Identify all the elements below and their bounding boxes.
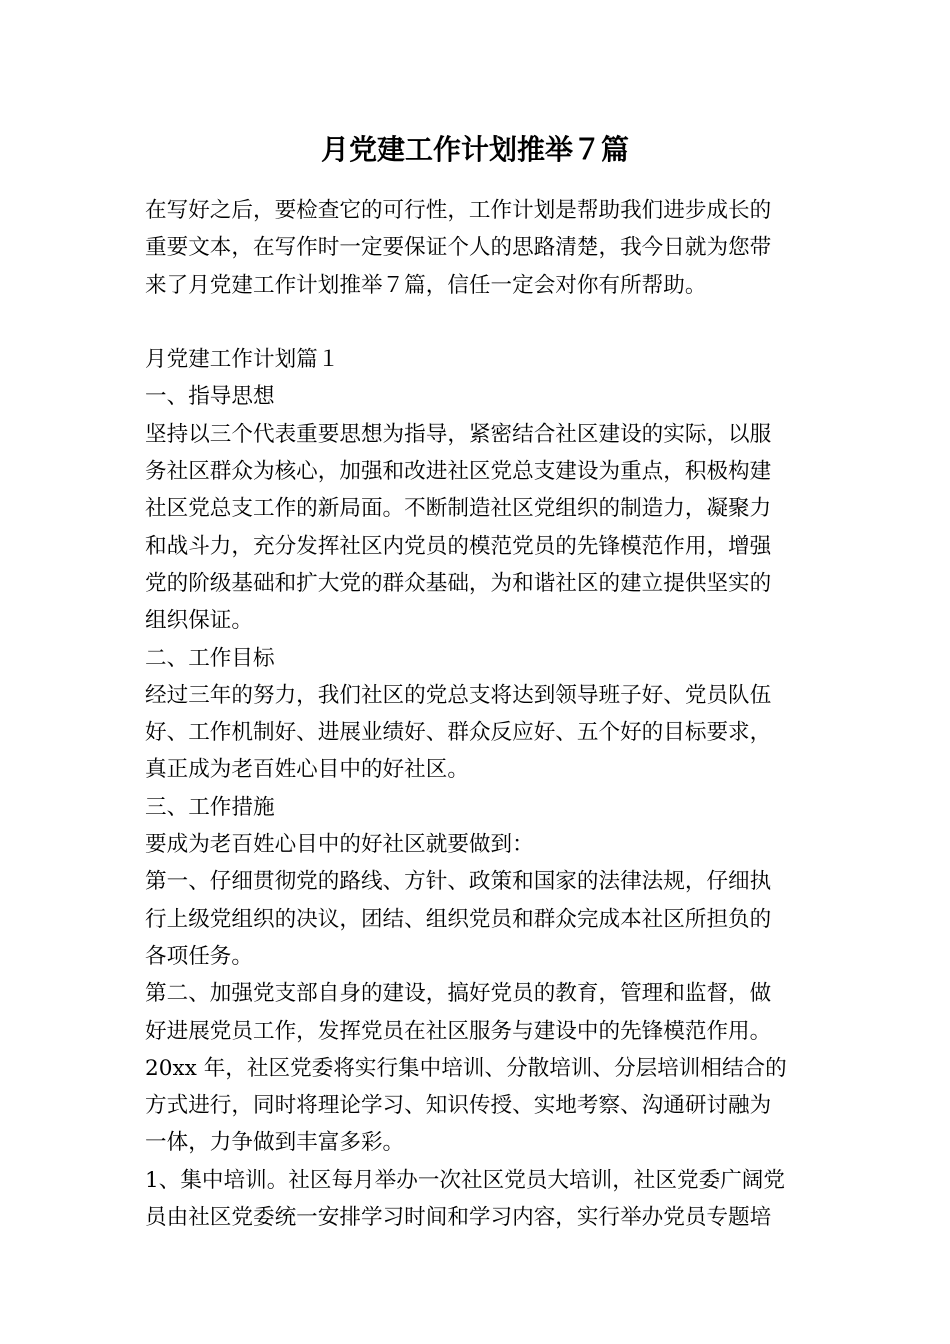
body-line: 20xx 年，社区党委将实行集中培训、分散培训、分层培训相结合的 [145,1055,787,1081]
body-line: 一、指导思想 [145,384,275,410]
body-line: 好、工作机制好、进展业绩好、群众反应好、五个好的目标要求， [145,720,772,746]
intro-line: 来了月党建工作计划推举７篇，信任一定会对你有所帮助。 [145,272,707,298]
body-line: 好进展党员工作，发挥党员在社区服务与建设中的先锋模范作用。 [145,1018,772,1044]
body-line: 二、工作目标 [145,645,275,671]
body-line: 社区党总支工作的新局面。不断制造社区党组织的制造力，凝聚力 [145,496,772,522]
body-line: 各项任务。 [145,943,253,969]
body-line: 行上级党组织的决议，团结、组织党员和群众完成本社区所担负的 [145,906,772,932]
body-line: 方式进行，同时将理论学习、知识传授、实地考察、沟通研讨融为 [145,1093,772,1119]
body-line: 一体，力争做到丰富多彩。 [145,1130,405,1156]
body-line: 党的阶级基础和扩大党的群众基础，为和谐社区的建立提供坚实的 [145,570,772,596]
body-line: 务社区群众为核心，加强和改进社区党总支建设为重点，积极构建 [145,459,772,485]
body-line: 经过三年的努力，我们社区的党总支将达到领导班子好、党员队伍 [145,682,772,708]
body-line: 1、集中培训。社区每月举办一次社区党员大培训，社区党委广阔党 [145,1167,785,1193]
body-line: 三、工作措施 [145,794,275,820]
body-line: 真正成为老百姓心目中的好社区。 [145,757,469,783]
body-line: 组织保证。 [145,608,253,634]
body-line: 员由社区党委统一安排学习时间和学习内容，实行举办党员专题培 [145,1205,772,1231]
body-line: 第一、仔细贯彻党的路线、方针、政策和国家的法律法规，仔细执 [145,869,772,895]
body-line: 要成为老百姓心目中的好社区就要做到： [145,832,534,858]
document-title: 月党建工作计划推举７篇 [320,133,629,166]
body-line: 第二、加强党支部自身的建设，搞好党员的教育，管理和监督，做 [145,981,772,1007]
document-body [145,192,810,1236]
section-heading: 月党建工作计划篇１ [145,347,340,373]
paragraph-gap [145,304,810,341]
intro-line: 重要文本，在写作时一定要保证个人的思路清楚，我今日就为您带 [145,235,772,261]
body-line: 坚持以三个代表重要思想为指导，紧密结合社区建设的实际，以服 [145,421,772,447]
body-line: 和战斗力，充分发挥社区内党员的模范党员的先锋模范作用，增强 [145,533,772,559]
intro-line: 在写好之后，要检查它的可行性，工作计划是帮助我们进步成长的 [145,198,772,223]
